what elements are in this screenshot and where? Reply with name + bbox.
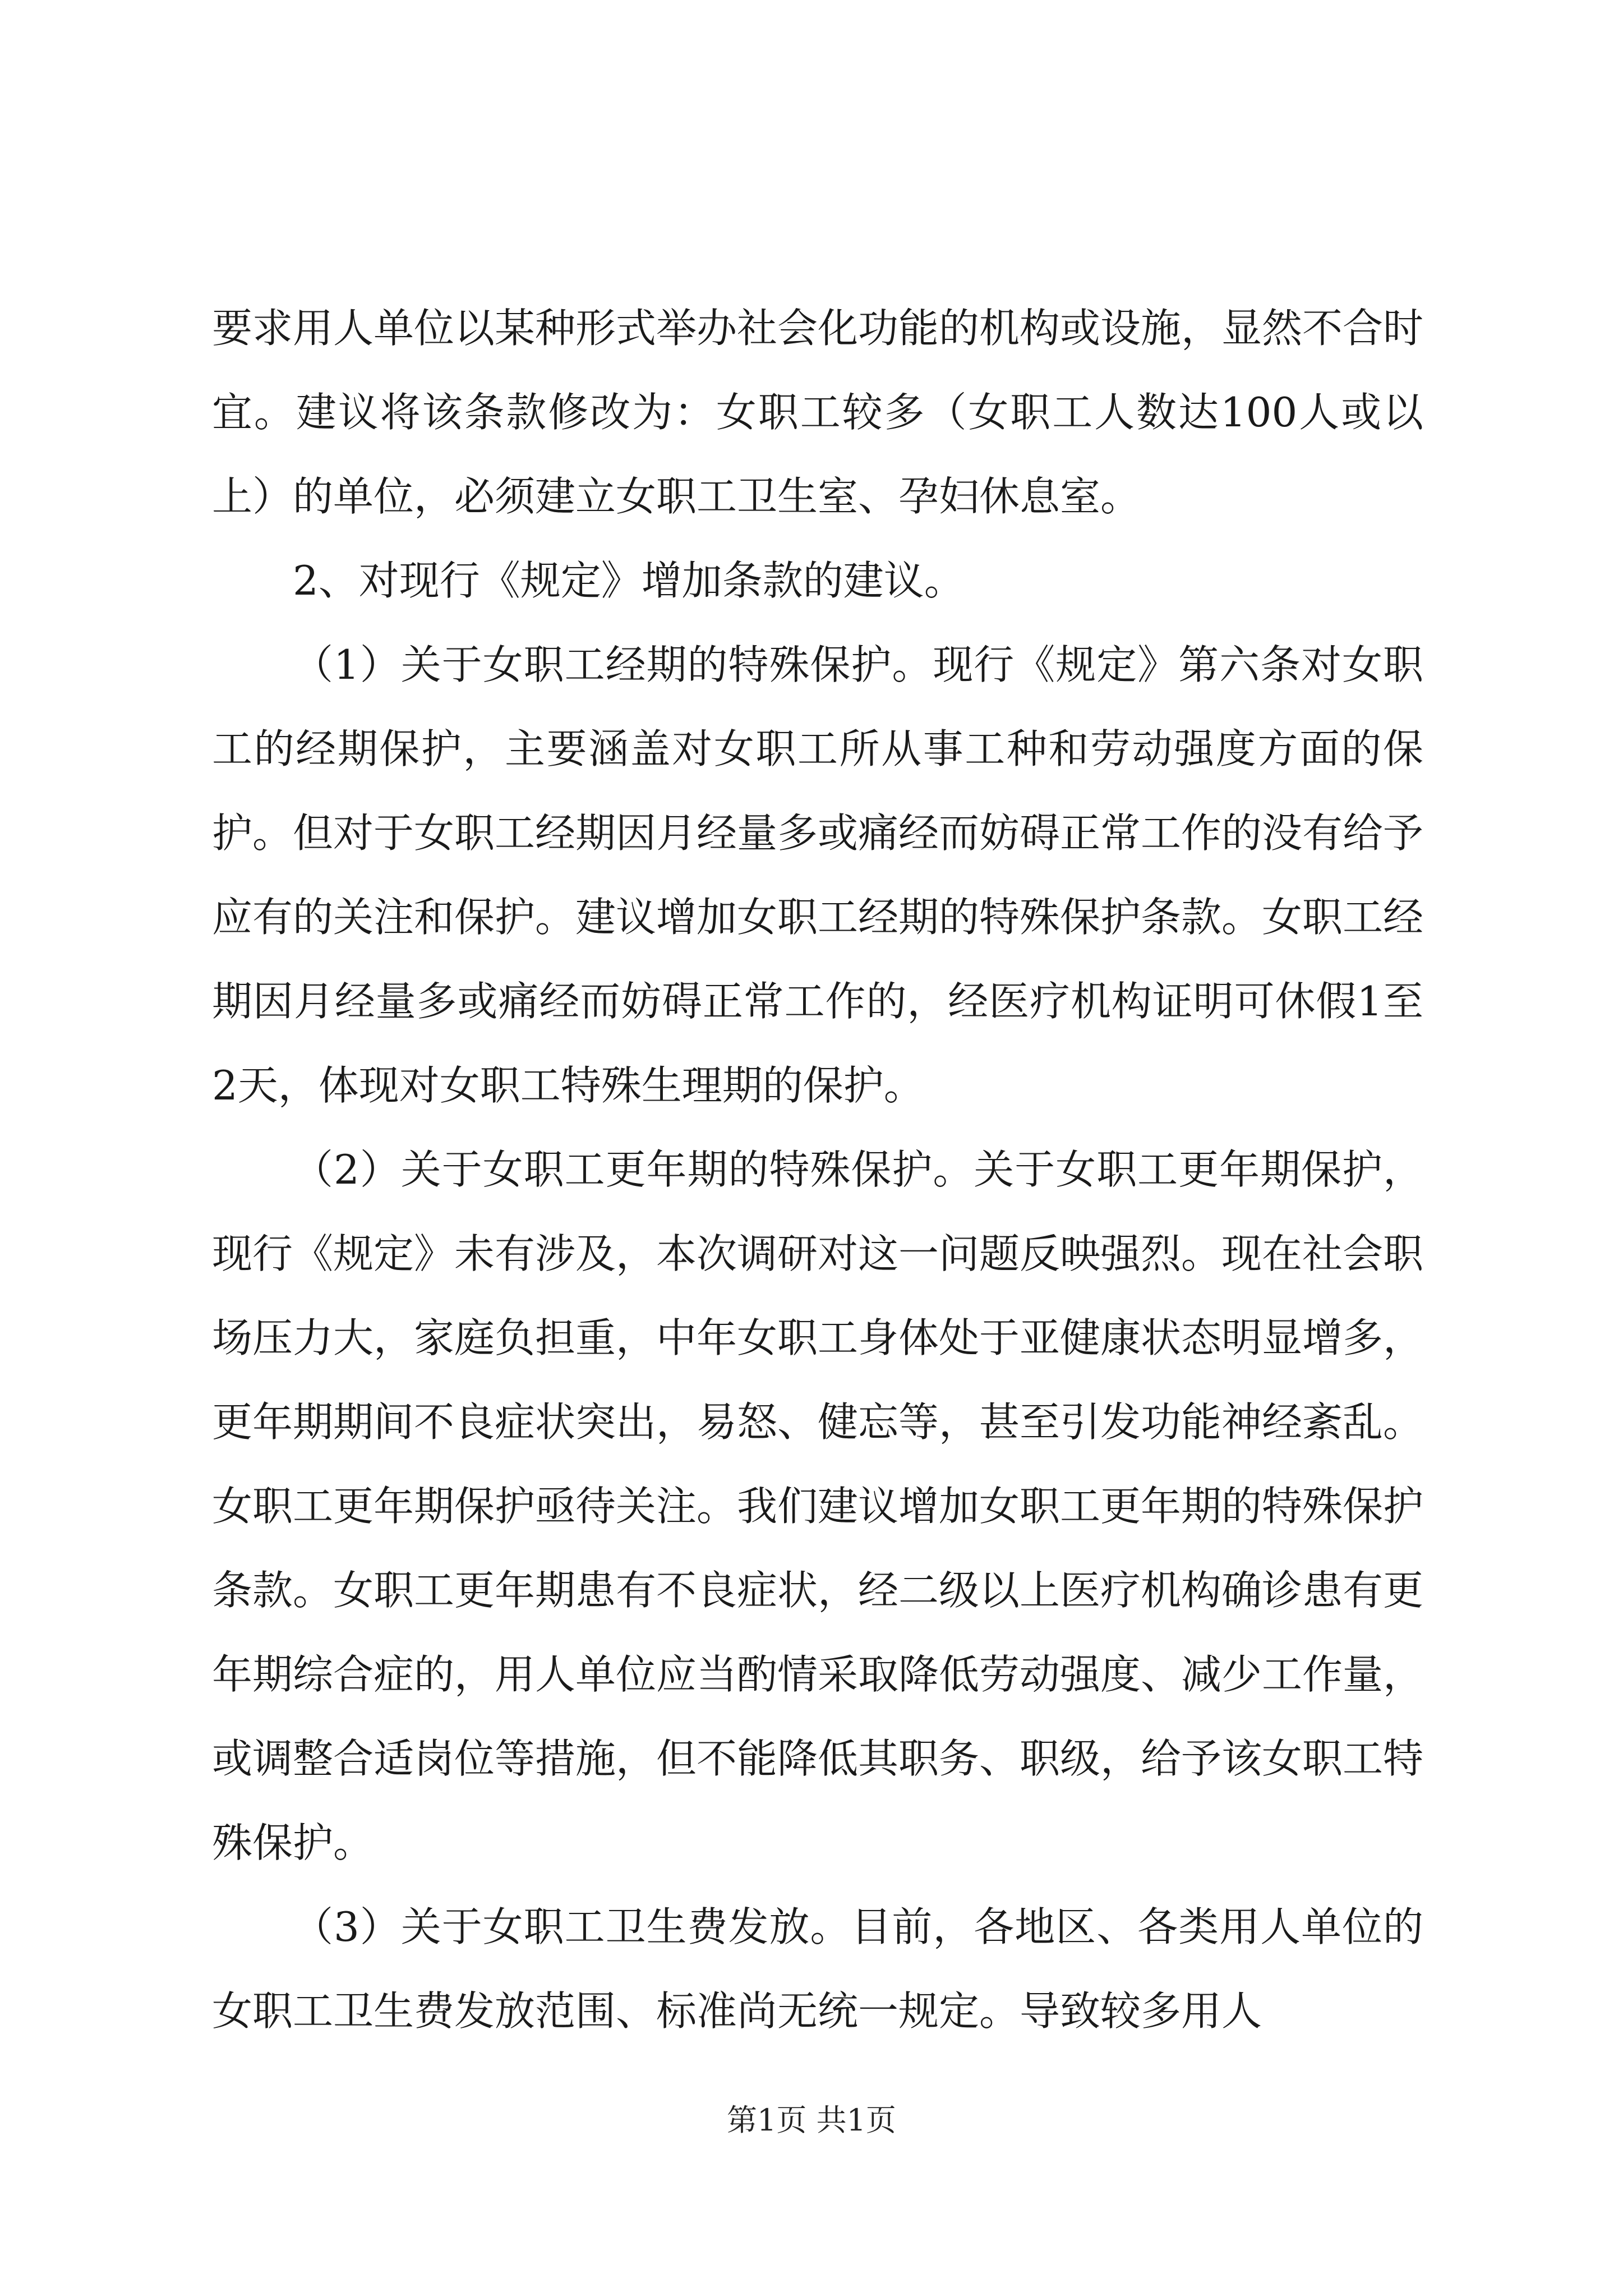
paragraph-hygiene-fee: （3）关于女职工卫生费发放。目前，各地区、各类用人单位的女职工卫生费发放范围、标准尚无统一规定。导致较多用人 — [212, 1903, 1423, 2035]
page-footer: 第1页 共1页 — [727, 2102, 896, 2138]
paragraph-menopause-protection: （2）关于女职工更年期的特殊保护。关于女职工更年期保护，现行《规定》未有涉及，本次调研对这一问题反映强烈。现在社会职场压力大，家庭负担重，中年女职工身体处于亚健康状态明显增多，更年期期间不良症状突出，易怒、健忘等，甚至引发功能神经紊乱。女职工更年期保护亟待关注。我们建议增加女职工更年期的特殊保护条款。女职工更年期患有不良症状，经二级以上医疗机构确诊患有更年期综合症的，用人单位应当酌情采取降低劳动强度、减少工作量，或调整合适岗位等措施，但不能降低其职务、职级，给予该女职工特殊保护。 — [212, 1146, 1424, 1866]
document-body — [212, 286, 1423, 2053]
paragraph-menstrual-protection: （1）关于女职工经期的特殊保护。现行《规定》第六条对女职工的经期保护，主要涵盖对女职工所从事工种和劳动强度方面的保护。但对于女职工经期因月经量多或痛经而妨碍正常工作的没有给予应有的关注和保护。建议增加女职工经期的特殊保护条款。女职工经期因月经量多或痛经而妨碍正常工作的，经医疗机构证明可休假1至2天，体现对女职工特殊生理期的保护。 — [212, 641, 1424, 1109]
paragraph-section-heading: 2、对现行《规定》增加条款的建议。 — [293, 557, 965, 604]
paragraph-continuation: 要求用人单位以某种形式举办社会化功能的机构或设施，显然不合时宜。建议将该条款修改为：女职工较多（女职工人数达100人或以上）的单位，必须建立女职工卫生室、孕妇休息室。 — [212, 305, 1424, 520]
